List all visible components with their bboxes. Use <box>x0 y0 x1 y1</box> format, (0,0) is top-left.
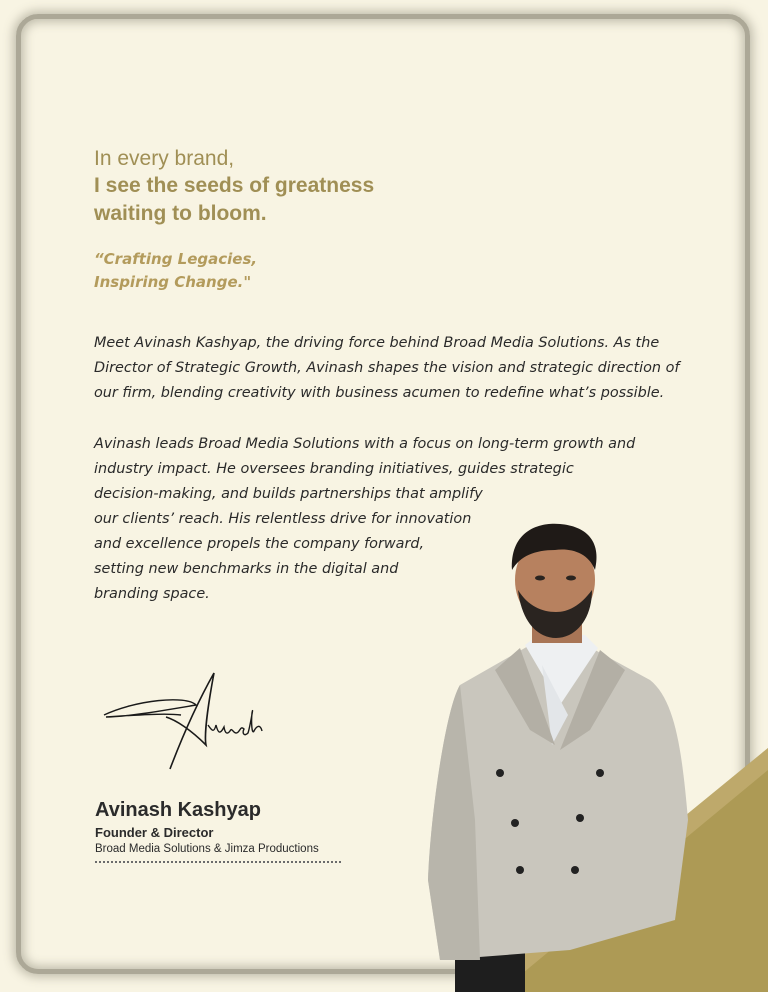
intro-paragraph <box>94 331 694 406</box>
intro-heading <box>94 146 514 228</box>
paragraph-line: Meet Avinash Kashyap, the driving force behind Broad Media Solutions. As the <box>94 335 660 351</box>
paragraph-line: our clients’ reach. His relentless drive for innovation <box>94 511 472 527</box>
intro-line-1: In every brand, <box>94 147 235 170</box>
paragraph-line: Avinash leads Broad Media Solutions with a focus on long-term growth and <box>94 436 636 452</box>
founder-portrait <box>420 520 710 992</box>
paragraph-line: Director of Strategic Growth, Avinash shapes the vision and strategic direction of <box>94 360 680 376</box>
paragraph-line: industry impact. He oversees branding initiatives, guides strategic <box>94 461 574 477</box>
profile-name: Avinash Kashyap <box>95 799 261 821</box>
paragraph-line: our firm, blending creativity with business acumen to redefine what’s possible. <box>94 385 665 401</box>
quote-line-1: “Crafting Legacies, <box>94 250 258 268</box>
paragraph-line: branding space. <box>94 586 210 602</box>
paragraph-line: and excellence propels the company forward, <box>94 536 425 552</box>
intro-line-3: waiting to bloom. <box>94 202 267 225</box>
handwritten-signature <box>96 665 276 780</box>
intro-line-2: I see the seeds of greatness <box>94 174 375 197</box>
profile-company: Broad Media Solutions & Jimza Productions <box>95 843 341 863</box>
paragraph-line: setting new benchmarks in the digital and <box>94 561 399 577</box>
tagline-quote <box>94 248 257 294</box>
profile-role: Founder & Director <box>95 825 214 840</box>
quote-line-2: Inspiring Change." <box>94 273 252 291</box>
paragraph-line: decision-making, and builds partnerships that amplify <box>94 486 483 502</box>
